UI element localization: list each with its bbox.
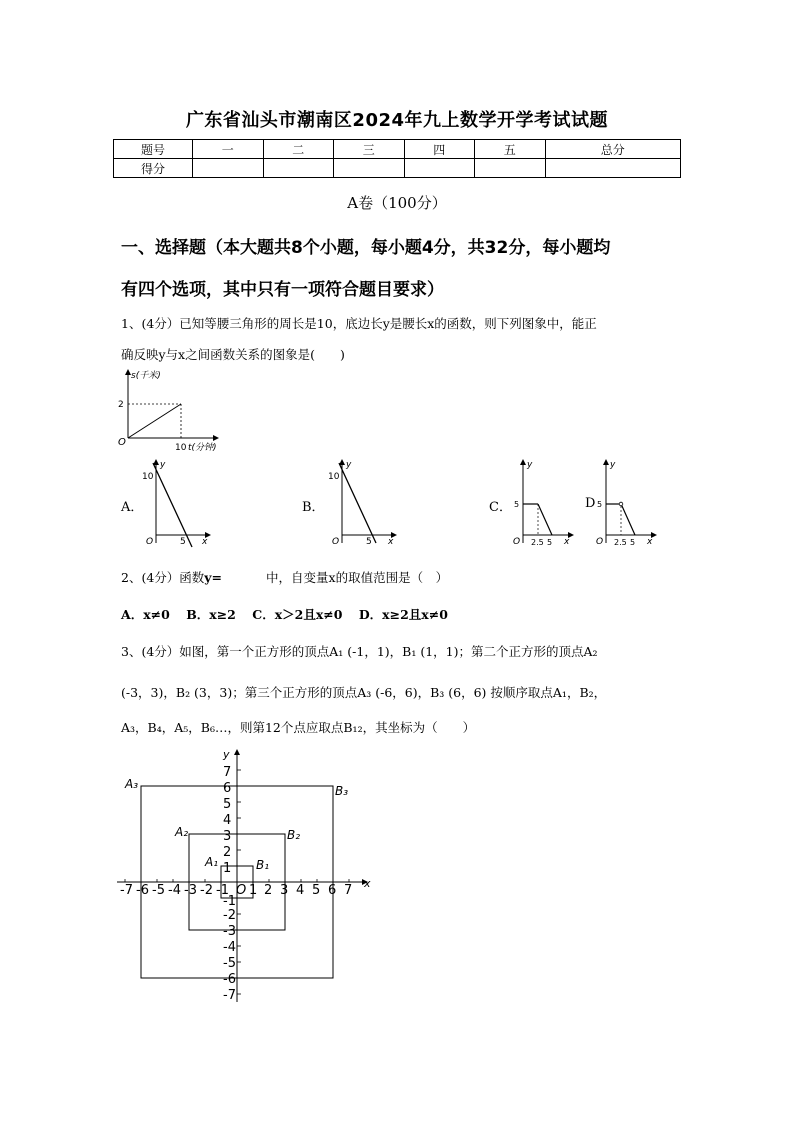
q2-stem — [121, 568, 448, 586]
x-tick-label: 2 — [264, 883, 273, 898]
graph-line — [339, 463, 376, 543]
q2-option-a[interactable]: A．x≠0 — [121, 607, 170, 622]
x-tick-label: 1 — [249, 883, 258, 898]
svg-text:5: 5 — [366, 537, 372, 547]
svg-text:5: 5 — [514, 500, 520, 509]
x-tick-label: -7 — [120, 883, 133, 898]
svg-text:O: O — [146, 537, 154, 547]
q3-stem-line1: 3、(4分）如图，第一个正方形的顶点A₁ (-1，1)，B₁ (1，1)；第二个正方形的顶点A₂ — [121, 644, 598, 659]
svg-text:x: x — [388, 537, 394, 547]
y-tick-label: 1 — [223, 861, 232, 876]
point-label-b2: B₂ — [287, 828, 301, 842]
svg-text:10: 10 — [328, 472, 340, 482]
q2-stem-a: 2、(4分）函数 — [121, 570, 205, 585]
score-input-cell[interactable] — [334, 159, 405, 178]
x-tick-label: 7 — [344, 883, 353, 898]
y-tick-label: -3 — [223, 924, 236, 939]
q1-stem-line1: 1、(4分）已知等腰三角形的周长是10，底边长y是腰长x的函数，则下列图象中，能正 — [121, 316, 597, 331]
score-input-cell[interactable] — [545, 159, 681, 178]
y-tick-label: 2 — [118, 400, 124, 410]
x-tick-label: -2 — [200, 883, 213, 898]
x-tick-label: 5 — [312, 883, 321, 898]
svg-text:2.5: 2.5 — [531, 538, 544, 547]
table-cell: 五 — [475, 140, 546, 159]
origin-label: O — [118, 437, 126, 448]
open-point — [619, 502, 623, 506]
point-label-a2: A₂ — [175, 825, 189, 839]
y-tick-label: 5 — [223, 797, 232, 812]
y-tick-label: 7 — [223, 765, 232, 780]
part-heading-line2: 有四个选项，其中只有一项符合题目要求） — [121, 280, 444, 300]
x-tick-label: -3 — [184, 883, 197, 898]
table-cell: 题号 — [114, 140, 193, 159]
table-row — [114, 140, 681, 159]
y-tick-label: 4 — [223, 813, 232, 828]
q2-stem-b: y= — [204, 570, 223, 585]
svg-text:5: 5 — [180, 537, 186, 547]
score-input-cell[interactable] — [404, 159, 475, 178]
q2-option-d[interactable]: D．x≥2且x≠0 — [358, 607, 448, 622]
svg-text:10: 10 — [142, 472, 154, 482]
graph-line — [153, 463, 192, 547]
svg-text:x: x — [202, 537, 208, 547]
table-cell: 总分 — [545, 140, 681, 159]
y-tick-label: -4 — [223, 940, 236, 955]
q1-option-d-graph[interactable] — [592, 457, 660, 549]
x-tick-label: -5 — [152, 883, 165, 898]
q2-stem-c: 中，自变量x的取值范围是（ ） — [266, 570, 449, 585]
x-axis-label: t(分钟) — [188, 443, 217, 453]
y-tick-label: 3 — [223, 829, 232, 844]
q1-stem-line2: 确反映y与x之间函数关系的图象是( ) — [121, 347, 345, 362]
svg-text:2.5: 2.5 — [614, 538, 627, 547]
svg-text:5: 5 — [547, 538, 553, 547]
q1-reference-figure — [113, 366, 223, 454]
q1-option-c-graph[interactable] — [509, 457, 577, 549]
svg-text:y: y — [346, 460, 352, 470]
x-tick-label: -4 — [168, 883, 181, 898]
svg-text:y: y — [610, 460, 616, 470]
graph-line — [538, 504, 552, 535]
table-cell: 二 — [263, 140, 334, 159]
q2-option-c[interactable]: C．x＞2且x≠0 — [252, 607, 343, 622]
q1-option-b-graph[interactable] — [328, 457, 400, 549]
table-row — [114, 159, 681, 178]
q1-option-c-label[interactable]: C． — [489, 500, 512, 515]
q3-stem-line3: A₃，B₄，A₅，B₆…，则第12个点应取点B₁₂，其坐标为（ ） — [121, 720, 476, 735]
x-tick-label: -6 — [136, 883, 149, 898]
svg-text:y: y — [527, 460, 533, 470]
svg-text:x: x — [647, 537, 653, 547]
y-tick-label: 6 — [223, 781, 232, 796]
point-label-b3: B₃ — [335, 784, 349, 798]
point-label-a3: A₃ — [125, 777, 139, 791]
svg-text:O: O — [596, 537, 604, 547]
score-input-cell[interactable] — [475, 159, 546, 178]
y-tick-label: -1 — [223, 894, 236, 909]
q1-option-b-label[interactable]: B． — [302, 500, 325, 515]
q3-coordinate-figure — [112, 744, 380, 1006]
point-label-b1: B₁ — [256, 858, 270, 872]
svg-text:5: 5 — [597, 500, 603, 509]
y-axis-label: y — [223, 748, 230, 761]
page-title: 广东省汕头市潮南区2024年九上数学开学考试试题 — [185, 110, 609, 131]
x-axis-label: x — [364, 877, 371, 890]
q1-option-d-label[interactable]: D — [585, 496, 596, 511]
x-tick-label: 10 — [175, 443, 187, 453]
y-axis-label: s(千米) — [131, 371, 161, 381]
svg-text:y: y — [160, 460, 166, 470]
score-input-cell[interactable] — [263, 159, 334, 178]
q2-option-b[interactable]: B．x≥2 — [186, 607, 236, 622]
q3-stem-line2: (-3，3)，B₂ (3，3)；第三个正方形的顶点A₃ (-6，6)，B₃ (6，6) 按顺序取点A₁，B₂， — [121, 685, 607, 700]
svg-text:O: O — [513, 537, 521, 547]
svg-text:O: O — [332, 537, 340, 547]
svg-text:5: 5 — [630, 538, 636, 547]
q2-options — [121, 605, 448, 623]
x-tick-label: 3 — [280, 883, 289, 898]
table-cell: 得分 — [114, 159, 193, 178]
x-tick-label: -1 — [216, 883, 229, 898]
x-tick-label: 4 — [296, 883, 305, 898]
graph-line — [128, 404, 181, 438]
y-tick-label: -7 — [223, 988, 236, 1003]
score-table — [113, 139, 681, 178]
point-label-a1: A₁ — [205, 855, 219, 869]
part-heading-line1: 一、选择题（本大题共8个小题，每小题4分，共32分，每小题均 — [121, 238, 611, 258]
score-input-cell[interactable] — [193, 159, 264, 178]
y-tick-label: -2 — [223, 908, 236, 923]
graph-line — [622, 506, 635, 535]
section-heading: A卷（100分） — [347, 194, 447, 212]
q1-option-a-graph[interactable] — [142, 457, 214, 549]
svg-text:x: x — [564, 537, 570, 547]
y-tick-label: 2 — [223, 845, 232, 860]
q1-option-a-label[interactable]: A． — [121, 500, 144, 515]
y-tick-label: -6 — [223, 972, 236, 987]
y-tick-label: -5 — [223, 956, 236, 971]
table-cell: 四 — [404, 140, 475, 159]
x-tick-label: 6 — [328, 883, 337, 898]
table-cell: 一 — [193, 140, 264, 159]
table-cell: 三 — [334, 140, 405, 159]
origin-label: O — [236, 883, 247, 898]
